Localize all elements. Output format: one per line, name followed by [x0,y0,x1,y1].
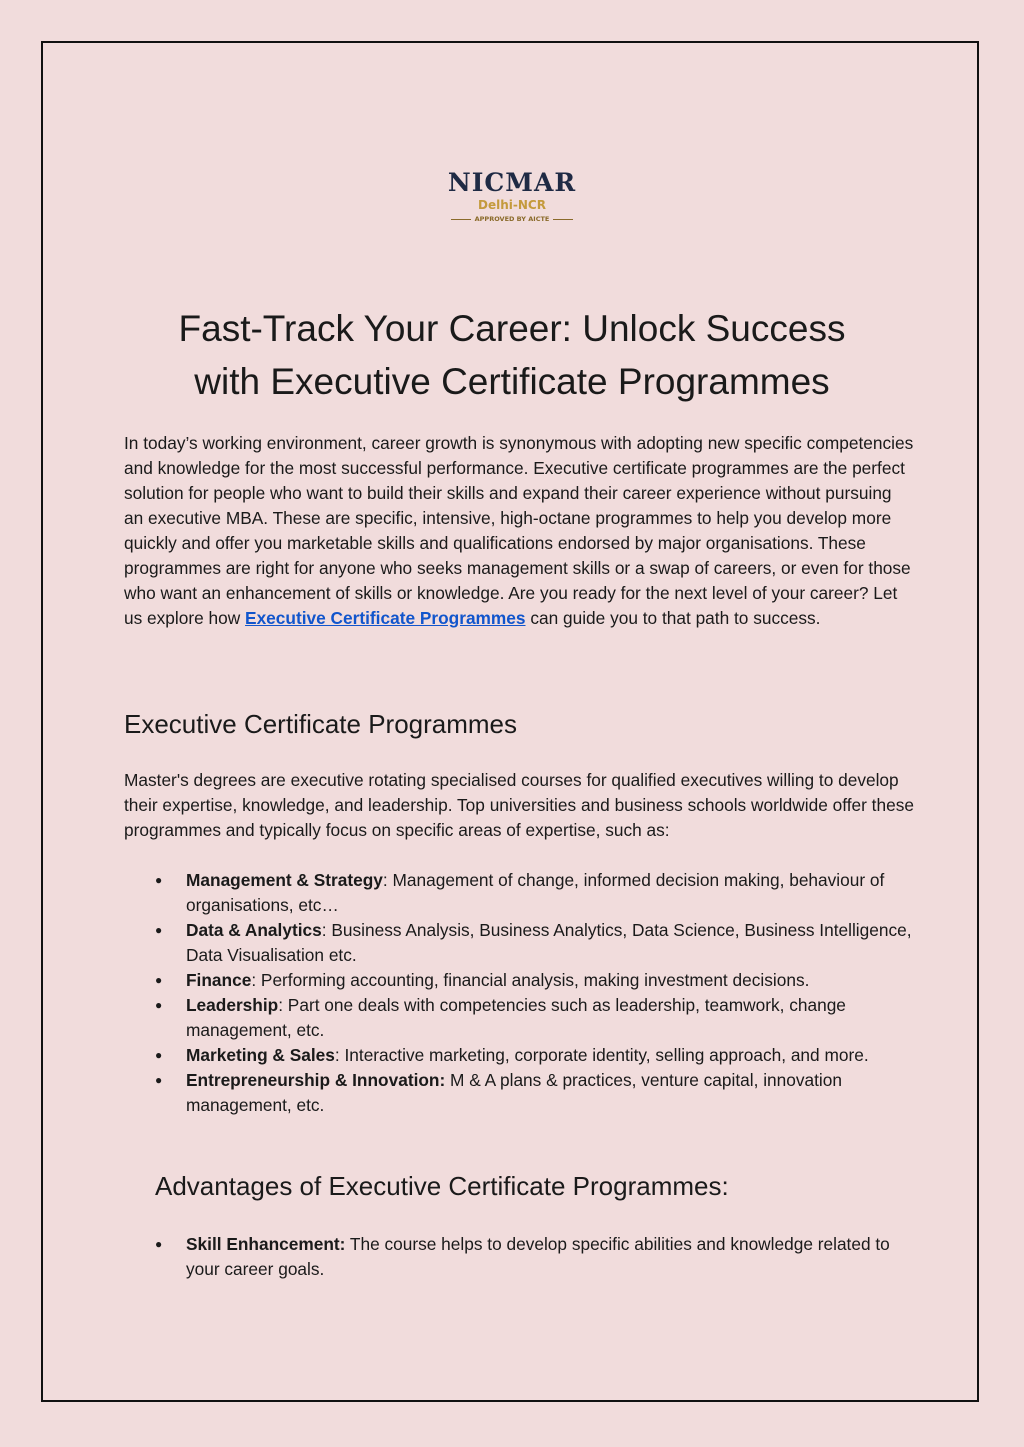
list-item-label: Entrepreneurship & Innovation: [186,1070,446,1090]
list-item-label: Finance [186,970,252,990]
bullet-icon: ● [155,1048,163,1062]
section-heading-programmes: Executive Certificate Programmes [124,709,518,739]
title-line-1: Fast-Track Your Career: Unlock Success [178,308,846,349]
programmes-paragraph: Master's degrees are executive rotating specialised courses for qualified executives willing to develop their expertise, knowledge, and leadership. Top universities and business schools worldwide offer these programmes and typically focus on specific areas of expertise, such as: [124,770,914,840]
intro-text: In today’s working environment, career growth is synonymous with adopting new specific competencies and knowledge for the most successful performance. Executive certificate programmes are the perfect solution for people who want to build their skills and expand their career experience without pursuing an executive MBA. These are specific, intensive, high-octane programmes to help you develop more quickly and offer you marketable skills and qualifications endorsed by major organisations. These programmes are right for anyone who seeks management skills or a swap of careers, or even for those who want an enhancement of skills or knowledge. Are you ready for the next level of your career? Let us explore how [124,433,914,628]
executive-programmes-link[interactable]: Executive Certificate Programmes [245,608,526,628]
page-title [100,302,924,408]
list-item-text: M & A plans & practices, venture capital, innovation management, etc. [186,1070,842,1115]
title-line-2: with Executive Certificate Programmes [194,361,830,402]
logo-approval [0,215,1024,223]
bullet-icon: ● [155,998,163,1012]
bullet-icon: ● [155,1237,163,1251]
intro-paragraph [124,431,914,631]
intro-text-end: can guide you to that path to success. [525,608,821,628]
list-item [124,868,914,918]
list-item-label: Skill Enhancement: [186,1234,346,1254]
nicmar-logo [0,168,1024,223]
bullet-icon: ● [155,1073,163,1087]
list-item-text: The course helps to develop specific abilities and knowledge related to your career goals. [186,1234,890,1279]
logo-rule-right [553,219,573,220]
advantages-list [124,1232,914,1282]
list-item [124,1068,914,1118]
bullet-icon: ● [155,923,163,937]
logo-rule-left [451,219,471,220]
list-item-text: : Performing accounting, financial analysis, making investment decisions. [251,970,810,990]
list-item [124,1232,914,1282]
section-heading-advantages: Advantages of Executive Certificate Programmes: [155,1171,729,1201]
programme-areas-list [124,868,914,1118]
list-item-label: Marketing & Sales [186,1045,335,1065]
list-item-label: Management & Strategy [186,870,383,890]
bullet-icon: ● [155,873,163,887]
list-item [124,968,914,993]
list-item-text: : Business Analysis, Business Analytics, Data Science, Business Intelligence, Data Visualisation etc. [186,920,912,965]
list-item-label: Leadership [186,995,279,1015]
list-item-text: : Management of change, informed decision making, behaviour of organisations, etc… [186,870,885,915]
list-item-label: Data & Analytics [186,920,322,940]
logo-approval-text: APPROVED BY AICTE [474,215,550,223]
logo-wordmark: NICMAR [447,168,577,197]
list-item-text: : Part one deals with competencies such as leadership, teamwork, change management, etc. [186,995,846,1040]
logo-location: Delhi-NCR [478,198,546,212]
list-item [124,1043,914,1068]
list-item [124,918,914,968]
bullet-icon: ● [155,973,163,987]
list-item [124,993,914,1043]
list-item-text: : Interactive marketing, corporate identity, selling approach, and more. [334,1045,869,1065]
